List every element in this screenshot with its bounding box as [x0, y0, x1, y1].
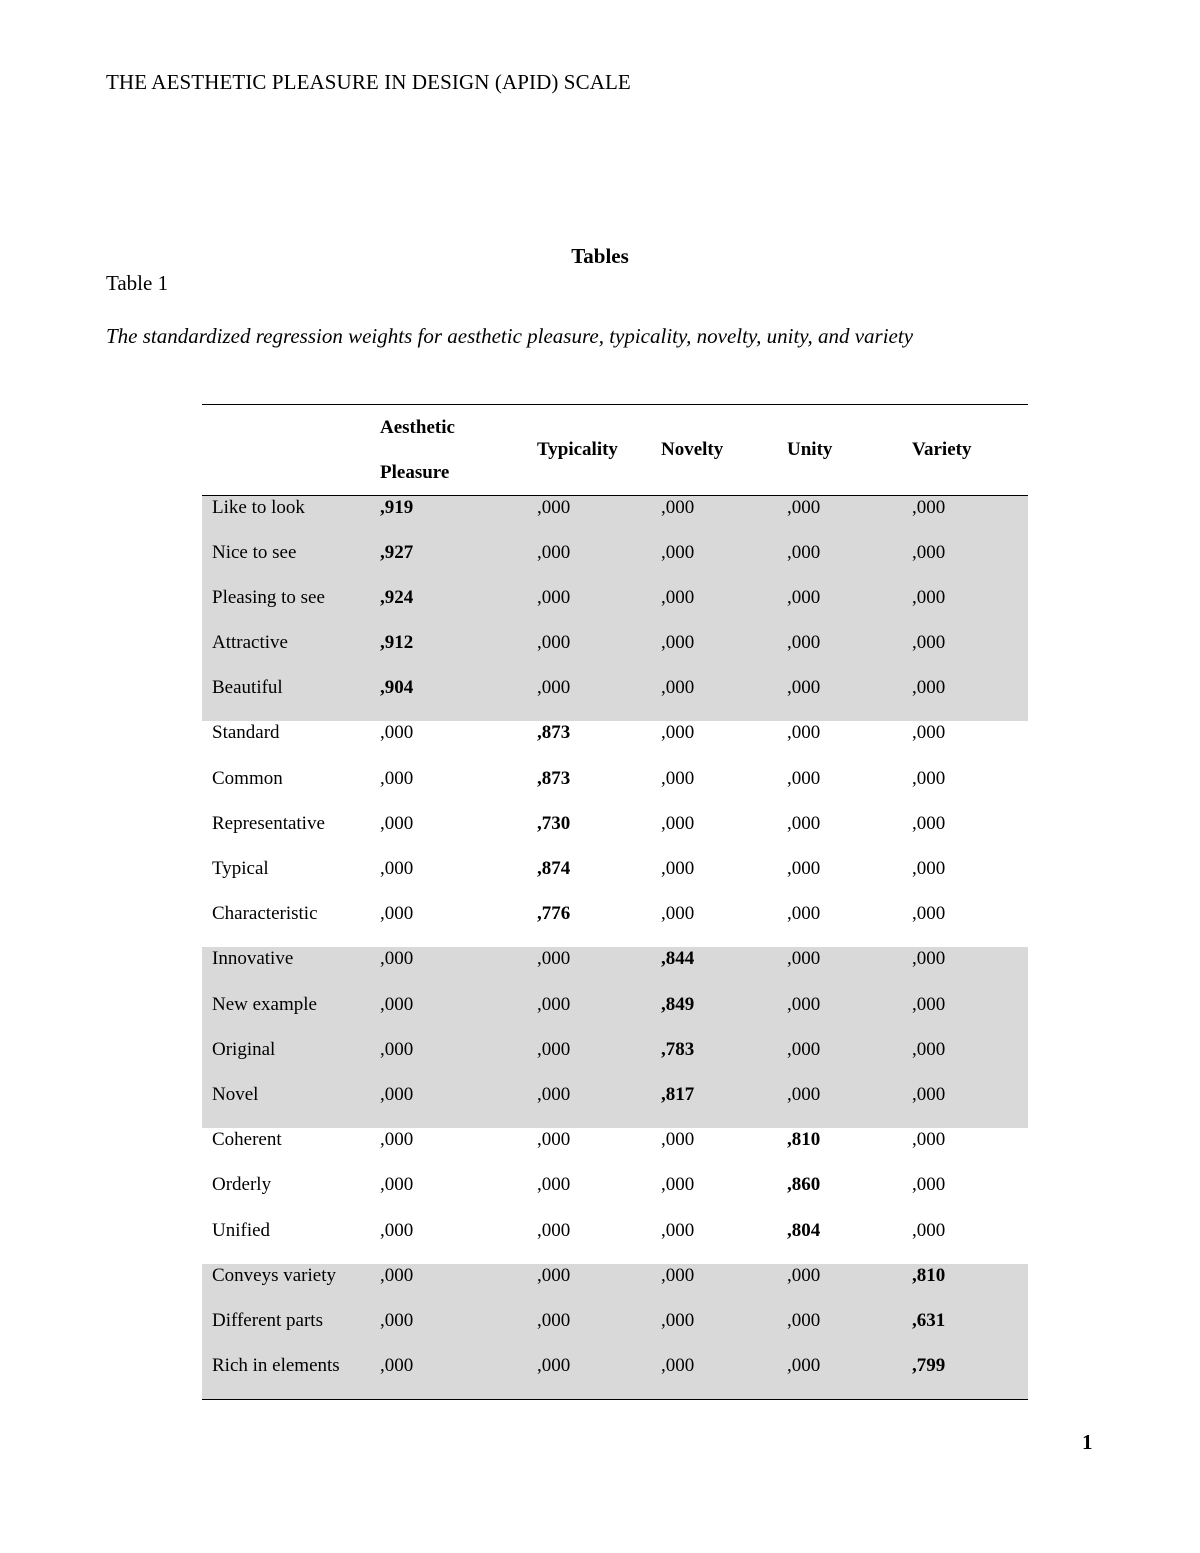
table-cell: ,730 [537, 812, 571, 834]
table-cell: ,000 [787, 858, 821, 879]
table-row [202, 947, 1028, 992]
table-row [202, 586, 1028, 631]
table-cell: ,804 [787, 1219, 821, 1241]
table-row [202, 857, 1028, 902]
row-label: Pleasing to see [202, 586, 370, 631]
row-label: Unified [212, 1219, 271, 1241]
row-label: Rich in elements [202, 1354, 370, 1399]
table-cell: ,810 [787, 1129, 821, 1151]
table-cell: ,000 [370, 1083, 527, 1128]
table-cell: ,000 [912, 1129, 946, 1151]
table-row [202, 631, 1028, 676]
table-cell: ,000 [380, 858, 414, 879]
table-cell: ,000 [537, 1219, 571, 1241]
table-cell: ,844 [651, 947, 777, 992]
table-row [202, 676, 1028, 721]
table-row [202, 721, 1028, 766]
header-aesthetic-line1: Aesthetic [380, 417, 455, 438]
table-cell: ,000 [370, 1038, 527, 1083]
table-cell: ,000 [902, 586, 1028, 631]
table-cell: ,000 [661, 812, 695, 834]
table-cell: ,000 [912, 858, 946, 879]
table-cell: ,873 [537, 722, 571, 744]
table-cell: ,000 [787, 722, 821, 744]
table-cell: ,000 [527, 1083, 651, 1128]
table-cell: ,000 [777, 1038, 902, 1083]
table-cell: ,000 [527, 496, 651, 541]
table-cell: ,000 [777, 1309, 902, 1354]
table-cell: ,000 [527, 993, 651, 1038]
table-cell: ,000 [651, 586, 777, 631]
table-cell: ,000 [777, 1264, 902, 1309]
row-label: Orderly [212, 1174, 272, 1196]
table-cell: ,817 [651, 1083, 777, 1128]
table-cell: ,000 [527, 586, 651, 631]
table-cell: ,000 [380, 767, 414, 789]
table-header-row [202, 405, 1028, 496]
regression-weights-table [202, 404, 1028, 1400]
row-label: New example [202, 993, 370, 1038]
table-row [202, 1083, 1028, 1128]
table-row [202, 1264, 1028, 1309]
table-cell: ,000 [912, 767, 946, 789]
row-label: Typical [212, 858, 269, 879]
table-cell: ,000 [527, 947, 651, 992]
table-cell: ,000 [902, 496, 1028, 541]
table-cell: ,000 [902, 947, 1028, 992]
table-row [202, 496, 1028, 541]
table-cell: ,000 [661, 903, 695, 925]
table-cell: ,912 [370, 631, 527, 676]
header-novelty: Novelty [661, 439, 724, 460]
table-cell: ,000 [527, 1264, 651, 1309]
table-cell: ,000 [777, 1083, 902, 1128]
table-cell: ,000 [537, 1129, 571, 1151]
table-cell: ,000 [661, 1129, 695, 1151]
table-cell: ,000 [902, 631, 1028, 676]
table-cell: ,873 [537, 767, 571, 789]
table-cell: ,000 [370, 1309, 527, 1354]
header-empty [202, 405, 370, 496]
table-cell: ,000 [527, 676, 651, 721]
table-cell: ,927 [370, 541, 527, 586]
table-row [202, 1038, 1028, 1083]
table-cell: ,000 [661, 1174, 695, 1196]
table-row [202, 1128, 1028, 1173]
table-row [202, 767, 1028, 812]
table-cell: ,000 [651, 1264, 777, 1309]
table-cell: ,874 [537, 858, 571, 879]
table-row [202, 1354, 1028, 1399]
table-cell: ,000 [370, 947, 527, 992]
table-cell: ,000 [527, 1309, 651, 1354]
row-label: Standard [212, 722, 280, 744]
table-cell: ,000 [777, 586, 902, 631]
table-cell: ,000 [777, 541, 902, 586]
table-cell: ,000 [370, 1354, 527, 1399]
table-row [202, 1309, 1028, 1354]
running-head: THE AESTHETIC PLEASURE IN DESIGN (APID) SCALE [106, 70, 631, 94]
table-row [202, 812, 1028, 857]
table-cell: ,000 [777, 631, 902, 676]
row-label: Different parts [202, 1309, 370, 1354]
row-label: Conveys variety [202, 1264, 370, 1309]
header-typicality: Typicality [537, 439, 618, 460]
row-label: Representative [212, 812, 325, 834]
table-cell: ,631 [902, 1309, 1028, 1354]
table-cell: ,000 [651, 631, 777, 676]
table-cell: ,000 [902, 541, 1028, 586]
table-cell: ,000 [912, 812, 946, 834]
table-cell: ,783 [651, 1038, 777, 1083]
row-label: Novel [202, 1083, 370, 1128]
table-cell: ,776 [537, 903, 571, 925]
table-row [202, 902, 1028, 947]
table-cell: ,000 [651, 1309, 777, 1354]
table-label: Table 1 [106, 271, 169, 295]
table-cell: ,000 [902, 1038, 1028, 1083]
table-cell: ,919 [370, 496, 527, 541]
header-variety: Variety [912, 439, 972, 460]
row-label: Attractive [202, 631, 370, 676]
table-cell: ,000 [380, 1129, 414, 1151]
table-cell: ,000 [380, 1219, 414, 1241]
table-cell: ,000 [777, 676, 902, 721]
table-cell: ,000 [661, 722, 695, 744]
table-cell: ,000 [380, 1174, 414, 1196]
table-cell: ,000 [380, 903, 414, 925]
table-cell: ,000 [912, 1174, 946, 1196]
header-aesthetic-pleasure [370, 405, 527, 496]
table-cell: ,000 [661, 767, 695, 789]
table-cell: ,000 [787, 767, 821, 789]
page-number: 1 [1082, 1430, 1093, 1454]
table-cell: ,000 [651, 496, 777, 541]
row-label: Coherent [212, 1129, 282, 1151]
header-aesthetic-line2: Pleasure [380, 462, 450, 483]
table-cell: ,000 [777, 1354, 902, 1399]
table-cell: ,000 [527, 1354, 651, 1399]
table-cell: ,000 [380, 812, 414, 834]
table-row [202, 541, 1028, 586]
table-cell: ,904 [370, 676, 527, 721]
row-label: Like to look [202, 496, 370, 541]
table-cell: ,000 [380, 722, 414, 744]
table-cell: ,000 [527, 631, 651, 676]
row-label: Common [212, 767, 283, 789]
table-row [202, 1219, 1028, 1264]
row-label: Characteristic [212, 903, 318, 925]
row-label: Innovative [202, 947, 370, 992]
table-cell: ,000 [661, 1219, 695, 1241]
table-row [202, 1173, 1028, 1218]
table-cell: ,000 [912, 903, 946, 925]
table-cell: ,000 [370, 1264, 527, 1309]
table-cell: ,000 [902, 1083, 1028, 1128]
table-row [202, 993, 1028, 1038]
table-cell: ,849 [651, 993, 777, 1038]
section-title: Tables [571, 244, 629, 268]
table-cell: ,000 [651, 541, 777, 586]
table-cell: ,000 [537, 1174, 571, 1196]
table-cell: ,860 [787, 1174, 821, 1196]
table-cell: ,000 [370, 993, 527, 1038]
table-cell: ,810 [902, 1264, 1028, 1309]
table-cell: ,924 [370, 586, 527, 631]
row-label: Nice to see [202, 541, 370, 586]
table-body [202, 496, 1028, 1400]
table-cell: ,000 [787, 903, 821, 925]
row-label: Beautiful [202, 676, 370, 721]
table-cell: ,000 [651, 676, 777, 721]
table-cell: ,000 [902, 993, 1028, 1038]
table-caption: The standardized regression weights for aesthetic pleasure, typicality, novelty, unity, and variety [106, 324, 914, 348]
table-cell: ,000 [912, 1219, 946, 1241]
table-cell: ,000 [651, 1354, 777, 1399]
table-cell: ,000 [527, 541, 651, 586]
table-cell: ,000 [661, 858, 695, 879]
table-cell: ,000 [787, 812, 821, 834]
table-cell: ,000 [777, 947, 902, 992]
table-cell: ,000 [777, 496, 902, 541]
table-cell: ,000 [902, 676, 1028, 721]
row-label: Original [202, 1038, 370, 1083]
header-unity: Unity [787, 439, 833, 460]
table-cell: ,000 [777, 993, 902, 1038]
table-cell: ,000 [527, 1038, 651, 1083]
table-cell: ,000 [912, 722, 946, 744]
table-cell: ,799 [902, 1354, 1028, 1399]
